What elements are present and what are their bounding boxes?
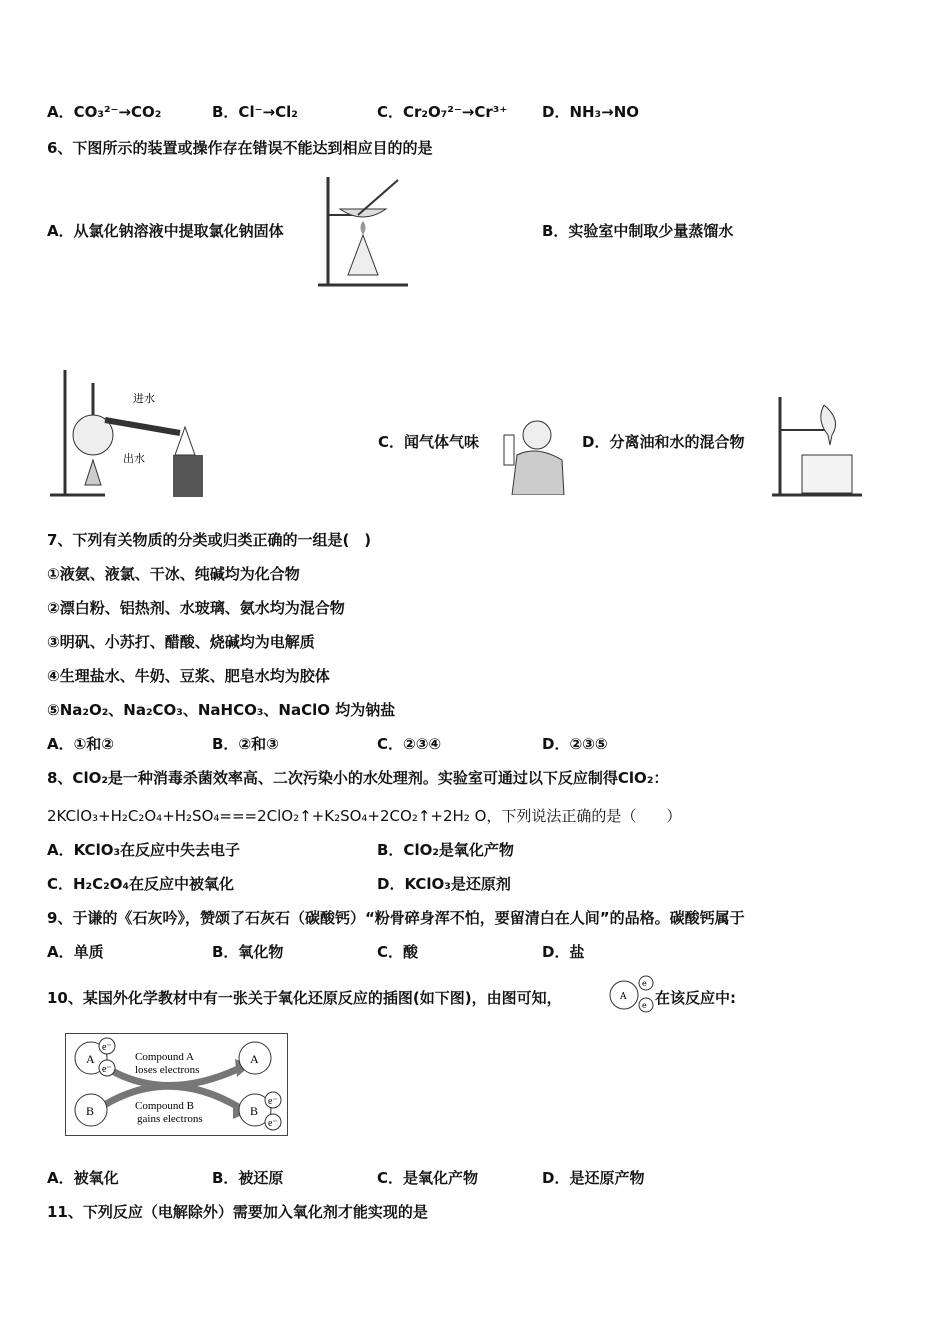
q7-item: ⑤Na₂O₂、Na₂CO₃、NaHCO₃、NaClO 均为钠盐 bbox=[47, 701, 396, 719]
q10-stem-end: 在该反应中: bbox=[655, 989, 736, 1007]
q10-option-a: A．被氧化 bbox=[47, 1169, 119, 1187]
svg-text:loses electrons: loses electrons bbox=[135, 1064, 200, 1076]
svg-text:出水: 出水 bbox=[123, 452, 145, 465]
q6-option-d: D．分离油和水的混合物 bbox=[582, 433, 745, 451]
q8-equation: 2KClO₃+H₂C₂O₄+H₂SO₄===2ClO₂↑+K₂SO₄+2CO₂↑+2H₂ O，下列说法正确的是（ ） bbox=[47, 807, 682, 825]
distillation-apparatus-image bbox=[45, 365, 207, 500]
redox-diagram bbox=[65, 1033, 289, 1137]
q9-option-b: B．氧化物 bbox=[212, 943, 284, 961]
q7-item: ②漂白粉、铝热剂、水玻璃、氨水均为混合物 bbox=[47, 599, 345, 617]
svg-text:B: B bbox=[250, 1104, 259, 1118]
q7-item: ④生理盐水、牛奶、豆浆、肥皂水均为胶体 bbox=[47, 667, 330, 685]
atom-a-electrons-icon bbox=[608, 975, 656, 1015]
evaporation-apparatus-image bbox=[318, 175, 410, 287]
svg-text:e⁻: e⁻ bbox=[102, 1042, 112, 1053]
q6-option-b: B．实验室中制取少量蒸馏水 bbox=[542, 222, 734, 240]
svg-text:A: A bbox=[620, 992, 627, 1002]
q6-stem: 6、下图所示的装置或操作存在错误不能达到相应目的的是 bbox=[47, 139, 433, 157]
q9-option-a: A．单质 bbox=[47, 943, 104, 961]
q7-stem: 7、下列有关物质的分类或归类正确的一组是( ) bbox=[47, 531, 372, 549]
q8-option-b: B．ClO₂是氧化产物 bbox=[377, 841, 514, 859]
svg-text:e⁻: e⁻ bbox=[102, 1064, 112, 1075]
q7-option-c: C．②③④ bbox=[377, 735, 442, 753]
q6-option-a: A．从氯化钠溶液中提取氯化钠固体 bbox=[47, 222, 284, 240]
svg-text:Compound A: Compound A bbox=[135, 1051, 194, 1063]
q5-option-a: A．CO₃²⁻→CO₂ bbox=[47, 103, 162, 121]
q7-item: ①液氨、液氯、干冰、纯碱均为化合物 bbox=[47, 565, 300, 583]
svg-text:e⁻: e⁻ bbox=[268, 1118, 278, 1129]
q10-option-d: D．是还原产物 bbox=[542, 1169, 645, 1187]
q5-option-d: D．NH₃→NO bbox=[542, 103, 640, 121]
svg-text:A: A bbox=[86, 1052, 95, 1066]
svg-text:进水: 进水 bbox=[133, 392, 155, 405]
svg-text:e: e bbox=[642, 1001, 647, 1010]
q5-option-c: C．Cr₂O₇²⁻→Cr³⁺ bbox=[377, 103, 508, 121]
q11-stem: 11、下列反应（电解除外）需要加入氧化剂才能实现的是 bbox=[47, 1203, 428, 1221]
q9-option-d: D．盐 bbox=[542, 943, 585, 961]
q10-stem: 10、某国外化学教材中有一张关于氧化还原反应的插图(如下图)，由图可知， bbox=[47, 989, 562, 1007]
svg-text:e⁻: e⁻ bbox=[268, 1096, 278, 1107]
q9-option-c: C．酸 bbox=[377, 943, 419, 961]
q10-option-b: B．被还原 bbox=[212, 1169, 284, 1187]
child-smelling-image bbox=[492, 415, 572, 495]
q6-option-c: C．闻气体气味 bbox=[378, 433, 480, 451]
svg-text:Compound B: Compound B bbox=[135, 1100, 194, 1112]
q8-option-d: D．KClO₃是还原剂 bbox=[377, 875, 511, 893]
separatory-funnel-image bbox=[772, 395, 864, 499]
svg-text:A: A bbox=[250, 1052, 259, 1066]
q7-option-b: B．②和③ bbox=[212, 735, 279, 753]
q10-option-c: C．是氧化产物 bbox=[377, 1169, 479, 1187]
svg-text:e: e bbox=[642, 979, 647, 988]
svg-text:gains electrons: gains electrons bbox=[137, 1113, 203, 1125]
q5-option-b: B．Cl⁻→Cl₂ bbox=[212, 103, 298, 121]
q7-item: ③明矾、小苏打、醋酸、烧碱均为电解质 bbox=[47, 633, 315, 651]
q8-option-a: A．KClO₃在反应中失去电子 bbox=[47, 841, 241, 859]
q7-option-a: A．①和② bbox=[47, 735, 115, 753]
svg-text:B: B bbox=[86, 1104, 95, 1118]
q9-stem: 9、于谦的《石灰吟》，赞颂了石灰石（碳酸钙）“粉骨碎身浑不怕，要留清白在人间”的品格。碳酸钙属于 bbox=[47, 909, 745, 927]
q8-option-c: C．H₂C₂O₄在反应中被氧化 bbox=[47, 875, 235, 893]
q8-stem: 8、ClO₂是一种消毒杀菌效率高、二次污染小的水处理剂。实验室可通过以下反应制得ClO₂： bbox=[47, 769, 669, 787]
q7-option-d: D．②③⑤ bbox=[542, 735, 608, 753]
